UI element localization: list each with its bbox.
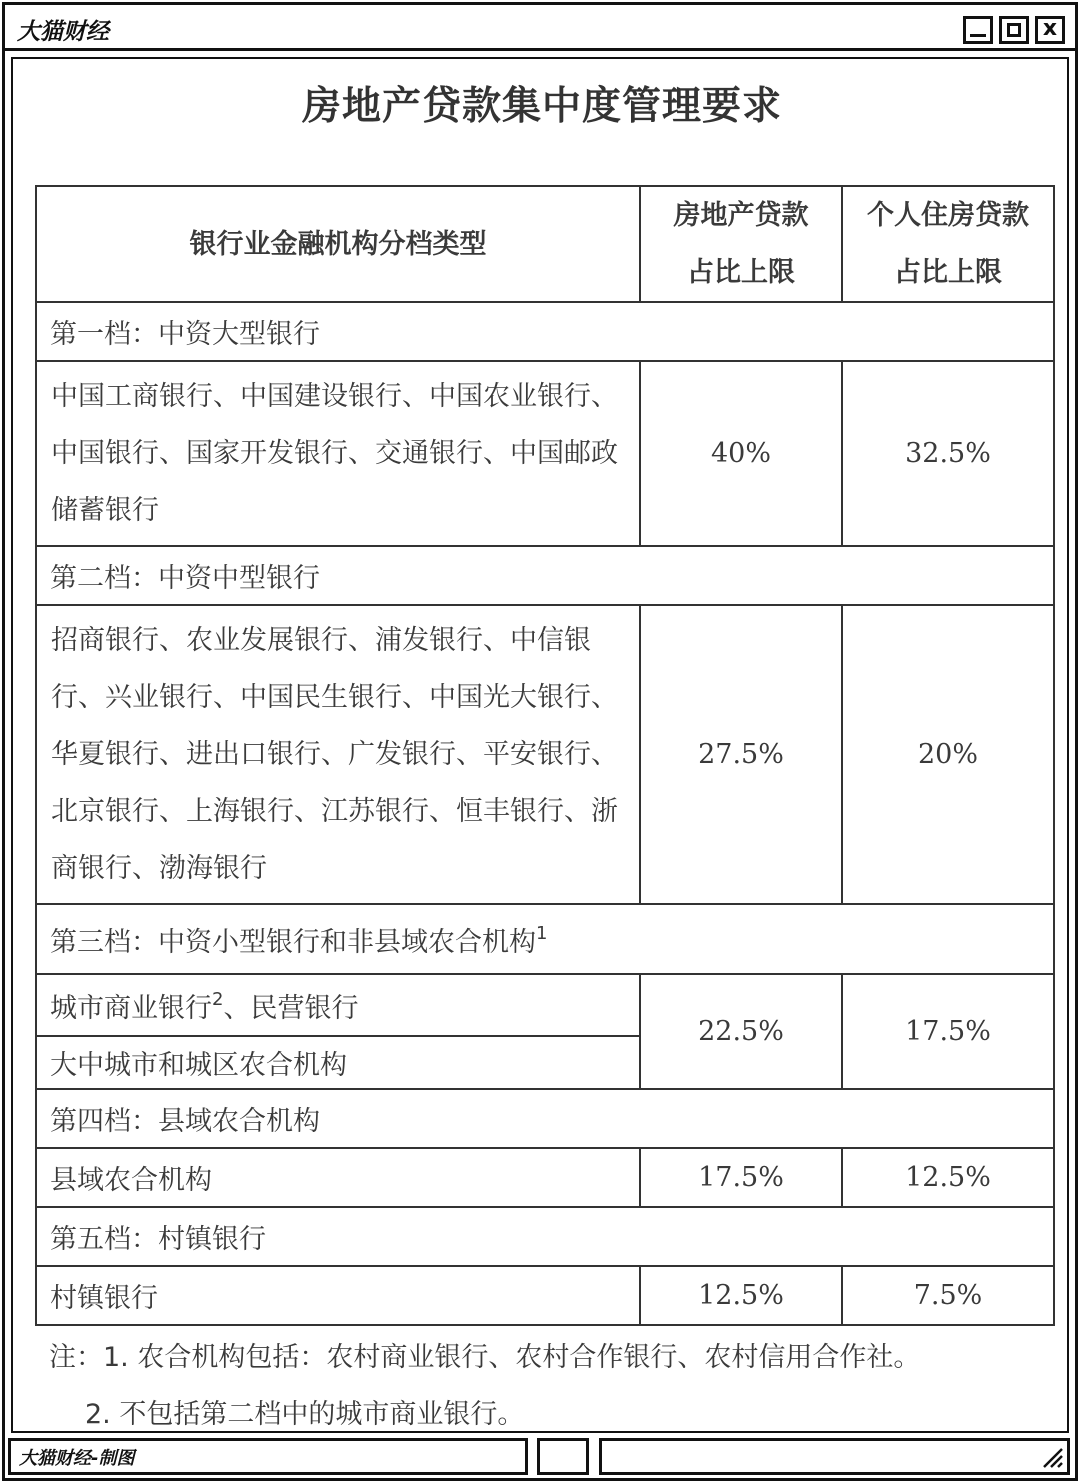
title-bar[interactable] [5,5,1075,51]
close-icon: x [1042,16,1058,41]
header-re-loan [640,186,842,302]
mortgage-limit-value: 17.5% [842,974,1054,1089]
bank-list-text: 城市商业银行 [50,992,212,1024]
mortgage-limit-value: 7.5% [842,1266,1054,1325]
mortgage-limit-value: 20% [842,605,1054,904]
re-limit-value: 40% [640,361,842,546]
tier-row [36,904,1054,974]
bank-list: 大中城市和城区农合机构 [36,1036,640,1089]
header-mortgage-line1: 个人住房贷款 [867,200,1029,231]
document-area [11,57,1069,1433]
footnote-2: 2. 不包括第二档中的城市商业银行。 [85,1399,525,1430]
table-header-row [36,186,1054,302]
tier-label: 第五档：村镇银行 [36,1207,1054,1266]
mortgage-limit-value: 12.5% [842,1148,1054,1207]
limits-table [35,185,1055,1326]
maximize-button[interactable] [999,16,1029,44]
re-limit-value: 17.5% [640,1148,842,1207]
header-re-loan-line2: 占比上限 [687,257,795,288]
tier-row [36,1207,1054,1266]
re-limit-value: 27.5% [640,605,842,904]
app-title: 大猫财经 [17,19,109,45]
footnote-1: 注：1. 农合机构包括：农村商业银行、农村合作银行、农村信用合作社。 [49,1342,921,1373]
status-bar [5,1435,1075,1478]
tier-label [36,904,1054,974]
bank-list [36,974,640,1036]
resize-grip-icon[interactable] [1038,1443,1064,1469]
bank-list: 县域农合机构 [36,1148,640,1207]
app-window [2,2,1078,1481]
bank-list-text: 、民营银行 [223,992,359,1024]
tier-label-text: 第三档：中资小型银行和非县域农合机构 [50,926,536,958]
tier-label: 第四档：县域农合机构 [36,1089,1054,1148]
header-category: 银行业金融机构分档类型 [36,186,640,302]
bank-list: 中国工商银行、中国建设银行、中国农业银行、中国银行、国家开发银行、交通银行、中国邮政储蓄银行 [36,361,640,546]
table-row [36,974,1054,1036]
close-button[interactable] [1035,16,1065,44]
table-row [36,605,1054,904]
tier-row [36,1089,1054,1148]
footnote-marker: 2 [212,988,224,1010]
mortgage-limit-value: 32.5% [842,361,1054,546]
re-limit-value: 12.5% [640,1266,842,1325]
tier-row [36,546,1054,605]
bank-list: 招商银行、农业发展银行、浦发银行、中信银行、兴业银行、中国民生银行、中国光大银行、华夏银行、进出口银行、广发银行、平安银行、北京银行、上海银行、江苏银行、恒丰银行、浙商银行、渤海银行 [36,605,640,904]
tier-label: 第一档：中资大型银行 [36,302,1054,361]
header-mortgage [842,186,1054,302]
status-segment [599,1438,1070,1475]
table-row [36,1266,1054,1325]
page-title: 房地产贷款集中度管理要求 [301,84,782,129]
table-row [36,361,1054,546]
status-caption: 大猫财经-制图 [19,1448,135,1469]
tier-label: 第二档：中资中型银行 [36,546,1054,605]
bank-list: 村镇银行 [36,1266,640,1325]
table-row [36,1148,1054,1207]
minimize-button[interactable] [963,16,993,44]
header-re-loan-line1: 房地产贷款 [673,200,809,231]
status-caption-box [8,1438,528,1475]
footnote-marker: 1 [536,922,548,944]
re-limit-value: 22.5% [640,974,842,1089]
status-segment [537,1438,589,1475]
header-mortgage-line2: 占比上限 [894,257,1002,288]
tier-row [36,302,1054,361]
